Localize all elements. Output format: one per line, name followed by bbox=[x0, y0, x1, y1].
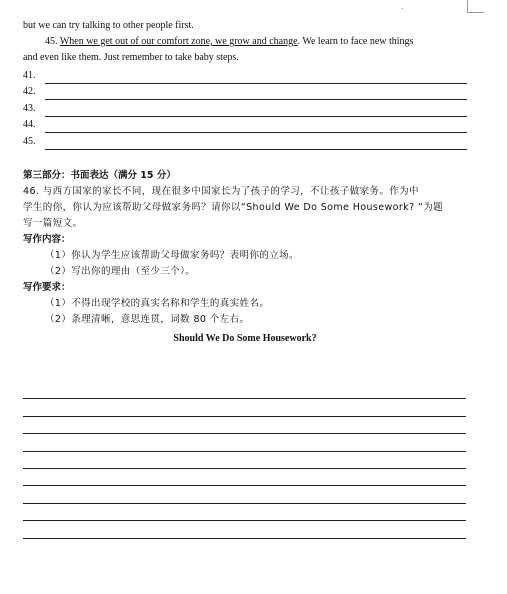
answer-number: 42. bbox=[23, 86, 36, 97]
prompt-line-1: 46. 与西方国家的家长不同，现在很多中国家长为了孩子的学习，不让孩子做家务。作为中 bbox=[23, 185, 419, 197]
q45-rest: . We learn to face new things bbox=[297, 36, 414, 47]
answer-row-42[interactable] bbox=[23, 84, 467, 101]
content-item-2: （2）写出你的理由（至少三个）。 bbox=[45, 265, 196, 277]
passage-line-1: but we can try talking to other people first. bbox=[23, 20, 194, 31]
writing-line[interactable] bbox=[23, 486, 466, 503]
requirement-item-2: （2）条理清晰，意思连贯，词数 80 个左右。 bbox=[45, 313, 250, 325]
prompt-line-3: 写一篇短文。 bbox=[23, 217, 83, 229]
answer-row-41[interactable] bbox=[23, 67, 467, 84]
answer-blank-line[interactable] bbox=[45, 121, 467, 133]
answer-row-45[interactable] bbox=[23, 133, 467, 150]
writing-line[interactable] bbox=[23, 469, 466, 486]
prompt-line-2: 学生的你，你认为应该帮助父母做家务吗？请你以“Should We Do Some Housework? ”为题 bbox=[23, 201, 444, 213]
requirements-label: 写作要求： bbox=[23, 281, 71, 293]
passage-q45-line bbox=[23, 34, 467, 50]
answer-lines bbox=[23, 67, 467, 150]
q45-number: 45. bbox=[45, 36, 58, 47]
page-corner-mark bbox=[467, 0, 484, 13]
answer-number: 41. bbox=[23, 69, 36, 81]
writing-line[interactable] bbox=[23, 382, 466, 399]
document-page bbox=[23, 0, 467, 347]
writing-line[interactable] bbox=[23, 417, 466, 434]
answer-row-44[interactable] bbox=[23, 117, 467, 134]
answer-blank-line[interactable] bbox=[45, 72, 467, 84]
writing-line[interactable] bbox=[23, 399, 466, 416]
answer-row-43[interactable] bbox=[23, 100, 467, 117]
answer-number: 43. bbox=[23, 102, 36, 114]
q45-underlined-sentence: When we get out of our comfort zone, we grow and change bbox=[59, 36, 298, 47]
answer-blank-line[interactable] bbox=[45, 138, 467, 150]
content-item-1: （1）你认为学生应该帮助父母做家务吗？表明你的立场。 bbox=[45, 249, 299, 261]
section-3-title: 第三部分：书面表达（满分 15 分） bbox=[23, 169, 176, 181]
writing-line[interactable] bbox=[23, 521, 466, 538]
writing-line[interactable] bbox=[23, 434, 466, 451]
requirement-item-1: （1）不得出现学校的真实名称和学生的真实姓名。 bbox=[45, 297, 270, 309]
answer-number: 44. bbox=[23, 119, 36, 130]
answer-number: 45. bbox=[23, 135, 36, 147]
essay-writing-area[interactable] bbox=[23, 382, 466, 539]
essay-title: Should We Do Some Housework? bbox=[173, 332, 317, 344]
writing-line[interactable] bbox=[23, 452, 466, 469]
writing-line[interactable] bbox=[23, 504, 466, 521]
content-label: 写作内容： bbox=[23, 233, 71, 245]
answer-blank-line[interactable] bbox=[45, 105, 467, 117]
passage-line-3: and even like them. Just remember to take baby steps. bbox=[23, 52, 239, 63]
answer-blank-line[interactable] bbox=[45, 88, 467, 100]
